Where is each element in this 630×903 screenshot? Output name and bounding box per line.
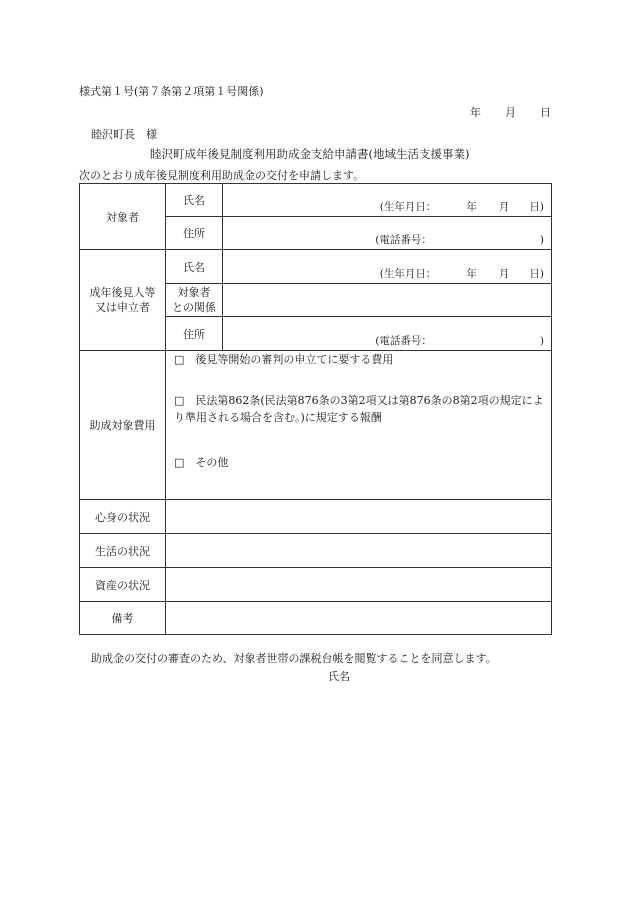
- form-number: 様式第１号(第７条第２項第１号関係): [79, 85, 264, 98]
- subject-birthdate: (生年月日： 年 月 日): [379, 201, 544, 213]
- life-field[interactable]: [166, 534, 552, 568]
- subject-label: 対象者: [80, 184, 166, 250]
- remarks-field[interactable]: [166, 602, 552, 635]
- subject-address-field[interactable]: [223, 217, 552, 250]
- expense-options: [166, 351, 552, 500]
- guardian-birthdate: (生年月日： 年 月 日): [379, 268, 544, 280]
- life-label: 生活の状況: [80, 534, 166, 568]
- guardian-address-field[interactable]: [223, 317, 552, 351]
- subject-phone: (電話番号： ): [375, 234, 544, 246]
- guardian-name-field[interactable]: [223, 250, 552, 284]
- signature-label: 氏名: [328, 670, 350, 683]
- mind-body-field[interactable]: [166, 500, 552, 534]
- remarks-label: 備考: [80, 602, 166, 635]
- expense-option-petition[interactable]: □ 後見等開始の審判の申立てに要する費用: [174, 353, 394, 366]
- mind-body-label: 心身の状況: [80, 500, 166, 534]
- relation-field[interactable]: [223, 284, 552, 317]
- application-table: [79, 183, 552, 635]
- form-title: 睦沢町成年後見制度利用助成金支給申請書(地域生活支援事業): [150, 147, 470, 161]
- expense-option-remuneration[interactable]: □ 民法第862条(民法第876条の3第2項又は第876条の8第2項の規定によ り準用される場合を含む。)に規定する報酬: [174, 394, 544, 424]
- assets-field[interactable]: [166, 568, 552, 602]
- consent-text: 助成金の交付の審査のため、対象者世帯の課税台帳を閲覧することを同意します。: [91, 652, 497, 665]
- date-year-label: 年: [470, 106, 481, 119]
- intro-text: 次のとおり成年後見制度利用助成金の交付を申請します。: [79, 169, 365, 182]
- subject-address-label: 住所: [166, 217, 223, 250]
- relation-label: 対象者 との関係: [166, 284, 223, 317]
- addressee: 睦沢町長 様: [91, 128, 157, 141]
- date-line: [470, 104, 551, 120]
- guardian-name-label: 氏名: [166, 250, 223, 284]
- expense-option-other[interactable]: □ その他: [174, 456, 229, 469]
- guardian-address-label: 住所: [166, 317, 223, 351]
- date-month-label: 月: [505, 106, 516, 119]
- guardian-label: 成年後見人等 又は申立者: [80, 250, 166, 351]
- subject-name-field[interactable]: [223, 184, 552, 217]
- subject-name-label: 氏名: [166, 184, 223, 217]
- assets-label: 資産の状況: [80, 568, 166, 602]
- guardian-phone: (電話番号： ): [375, 335, 544, 347]
- date-day-label: 日: [540, 106, 551, 119]
- expense-label: 助成対象費用: [80, 351, 166, 500]
